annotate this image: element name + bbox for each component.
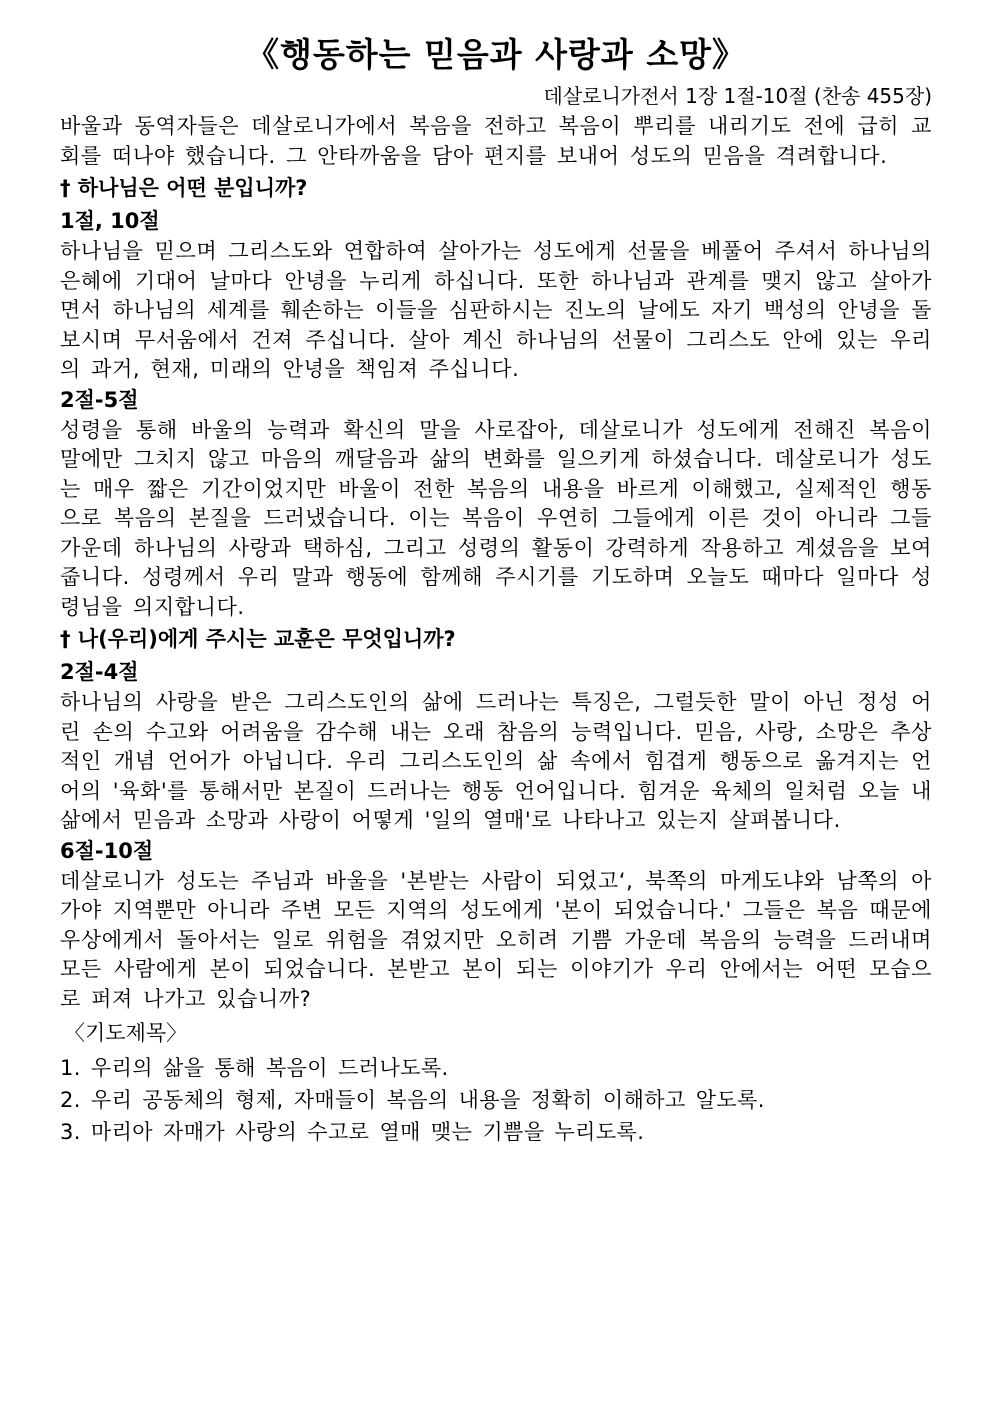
prayer-item: 3. 마리아 자매가 사랑의 수고로 열매 맺는 기쁨을 누리도록. (60, 1120, 645, 1144)
section-paragraph: 하나님의 사랑을 받은 그리스도인의 삶에 드러나는 특징은, 그럴듯한 말이 아닌 정성 어린 손의 수고와 어려움을 감수해 내는 오래 참음의 능력입니다. 믿음, 사랑, 소망은 추상적인 개념 언어가 아닙니다. 우리 그리스도인의 삶 속에서 힘겹게 행동으로 옮겨지는 언어의 '육화'를 통해서만 본질이 드러나는 행동 언어입니다. 힘겨운 육체의 일처럼 오늘 내 삶에서 믿음과 소망과 사랑이 어떻게 '일의 열매'로 나타나고 있는지 살펴봅니다. (60, 690, 932, 832)
section-heading-lesson: † 나(우리)에게 주시는 교훈은 무엇입니까? (60, 627, 456, 651)
section-paragraph: 성령을 통해 바울의 능력과 확신의 말을 사로잡아, 데살로니가 성도에게 전해진 복음이 말에만 그치지 않고 마음의 깨달음과 삶의 변화를 일으키게 하셨습니다. 데살로니가 성도는 매우 짧은 기간이었지만 바울이 전한 복음의 내용을 바르게 이해했고, 실제적인 행동으로 복음의 본질을 드러냈습니다. 이는 복음이 우연히 그들에게 이른 것이 아니라 그들 가운데 하나님의 사랑과 택하심, 그리고 성령의 활동이 강력하게 작용하고 계셨음을 보여 줍니다. 성령께서 우리 말과 행동에 함께해 주시기를 기도하며 오늘도 때마다 일마다 성령님을 의지합니다. (60, 417, 932, 619)
verse-label: 2절-4절 (60, 660, 139, 684)
verse-label: 6절-10절 (60, 838, 154, 863)
page-title: 《행동하는 믿음과 사랑과 소망》 (245, 35, 746, 74)
section-heading-god: † 하나님은 어떤 분입니까? (60, 176, 308, 200)
prayer-item: 1. 우리의 삶을 통해 복음이 드러나도록. (60, 1056, 449, 1080)
verse-label: 2절-5절 (60, 387, 139, 412)
document-page (60, 30, 932, 1148)
intro-paragraph: 바울과 동역자들은 데살로니가에서 복음을 전하고 복음이 뿌리를 내리기도 전에 급히 교회를 떠나야 했습니다. 그 안타까움을 담아 편지를 보내어 성도의 믿음을 격려합니다. (60, 114, 932, 168)
section-paragraph: 하나님을 믿으며 그리스도와 연합하여 살아가는 성도에게 선물을 베풀어 주셔서 하나님의 은혜에 기대어 날마다 안녕을 누리게 하십니다. 또한 하나님과 관계를 맺지 않고 살아가면서 하나님의 세계를 훼손하는 이들을 심판하시는 진노의 날에도 자기 백성의 안녕을 돌보시며 무서움에서 건져 주십니다. 살아 계신 하나님의 선물이 그리스도 안에 있는 우리의 과거, 현재, 미래의 안녕을 책임져 주십니다. (60, 239, 932, 381)
verse-label: 1절, 10절 (60, 209, 160, 233)
scripture-reference: 데살로니가전서 1장 1절-10절 (찬송 455장) (543, 84, 932, 108)
section-paragraph: 데살로니가 성도는 주님과 바울을 '본받는 사람이 되었고‘, 북쪽의 마게도냐와 남쪽의 아가야 지역뿐만 아니라 주변 모든 지역의 성도에게 '본이 되었습니다.' 그들은 복음 때문에 우상에게서 돌아서는 일로 위험을 겪었지만 오히려 기쁨 가운데 복음의 능력을 드러내며 모든 사람에게 본이 되었습니다. 본받고 본이 되는 이야기가 우리 안에서는 어떤 모습으로 퍼져 나가고 있습니까? (60, 868, 932, 1011)
prayer-item: 2. 우리 공동체의 형제, 자매들이 복음의 내용을 정확히 이해하고 알도록. (60, 1088, 765, 1112)
prayer-list (60, 1052, 932, 1148)
prayer-title: 〈기도제목〉 (64, 1021, 188, 1045)
